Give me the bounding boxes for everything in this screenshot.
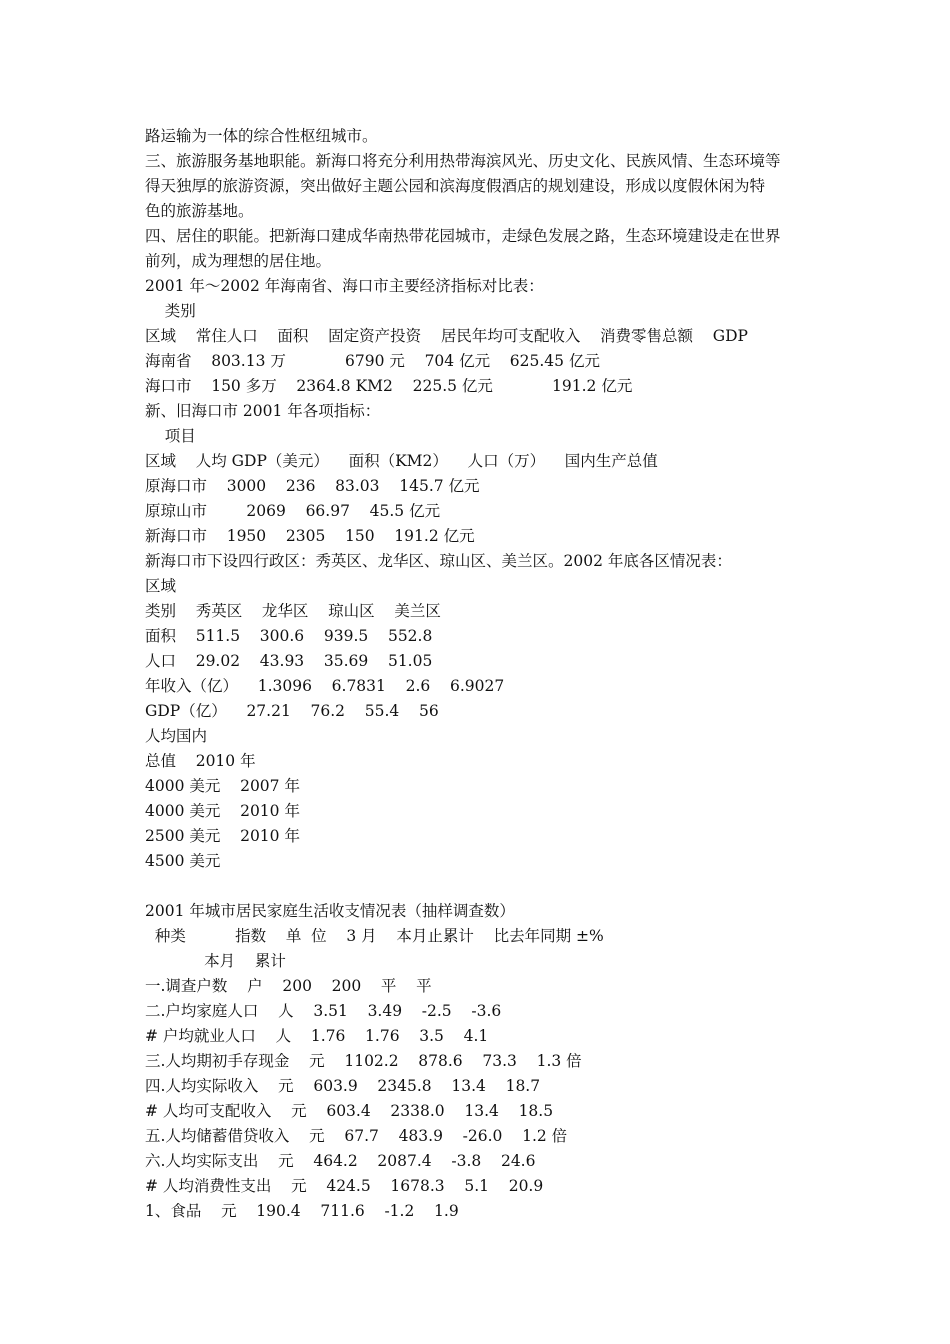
table-line: 原海口市 3000 236 83.03 145.7 亿元 [145, 477, 480, 495]
text-line: 前列，成为理想的居住地。 [145, 252, 332, 270]
table-line: 人均国内 [145, 727, 208, 745]
table-line: 4000 美元 2007 年 [145, 777, 300, 795]
document-body [145, 124, 825, 1224]
table-line: 类别 秀英区 龙华区 琼山区 美兰区 [145, 602, 441, 620]
table-caption: 2001 年～2002 年海南省、海口市主要经济指标对比表： [145, 277, 544, 295]
table-line: 原琼山市 2069 66.97 45.5 亿元 [145, 502, 441, 520]
table-line: 四.人均实际收入 元 603.9 2345.8 13.4 18.7 [145, 1077, 541, 1095]
table-line: 种类 指数 单 位 3 月 本月止累计 比去年同期 ±% [145, 927, 604, 945]
table-caption: 新海口市下设四行政区：秀英区、龙华区、琼山区、美兰区。2002 年底各区情况表： [145, 552, 732, 570]
table-line: 二.户均家庭人口 人 3.51 3.49 -2.5 -3.6 [145, 1002, 502, 1020]
text-line: 四、居住的职能。把新海口建成华南热带花园城市，走绿色发展之路，生态环境建设走在世界 [145, 227, 781, 245]
table-line: 区域 [145, 577, 177, 595]
table-line: 六.人均实际支出 元 464.2 2087.4 -3.8 24.6 [145, 1152, 536, 1170]
table-line: 面积 511.5 300.6 939.5 552.8 [145, 627, 433, 645]
table-line: 区域 人均 GDP（美元） 面积（KM2） 人口（万） 国内生产总值 [145, 452, 658, 470]
table-line: GDP（亿） 27.21 76.2 55.4 56 [145, 702, 439, 720]
table-line: 2500 美元 2010 年 [145, 827, 300, 845]
text-line: 得天独厚的旅游资源，突出做好主题公园和滨海度假酒店的规划建设，形成以度假休闲为特 [145, 177, 766, 195]
table-line: 4000 美元 2010 年 [145, 802, 300, 820]
table-line: 总值 2010 年 [145, 752, 256, 770]
table-line: 五.人均储蓄借贷收入 元 67.7 483.9 -26.0 1.2 倍 [145, 1127, 568, 1145]
table-line: 1、食品 元 190.4 711.6 -1.2 1.9 [145, 1202, 459, 1220]
text-line: 三、旅游服务基地职能。新海口将充分利用热带海滨风光、历史文化、民族风情、生态环境等 [145, 152, 781, 170]
table-caption: 2001 年城市居民家庭生活收支情况表（抽样调查数） [145, 902, 515, 920]
table-line: 4500 美元 [145, 852, 221, 870]
table-line: # 人均消费性支出 元 424.5 1678.3 5.1 20.9 [145, 1177, 544, 1195]
text-line: 路运输为一体的综合性枢纽城市。 [145, 127, 378, 145]
table-line: 海南省 803.13 万 6790 元 704 亿元 625.45 亿元 [145, 352, 600, 370]
text-line: 色的旅游基地。 [145, 202, 254, 220]
table-line: # 人均可支配收入 元 603.4 2338.0 13.4 18.5 [145, 1102, 554, 1120]
table-line: # 户均就业人口 人 1.76 1.76 3.5 4.1 [145, 1027, 489, 1045]
table-line: 新海口市 1950 2305 150 191.2 亿元 [145, 527, 475, 545]
blank-line [145, 874, 825, 899]
table-line: 本月 累计 [145, 952, 286, 970]
table-line: 类别 [145, 302, 196, 320]
table-line: 项目 [145, 427, 196, 445]
table-line: 三.人均期初手存现金 元 1102.2 878.6 73.3 1.3 倍 [145, 1052, 582, 1070]
table-line: 人口 29.02 43.93 35.69 51.05 [145, 652, 433, 670]
table-line: 区域 常住人口 面积 固定资产投资 居民年均可支配收入 消费零售总额 GDP [145, 327, 748, 345]
table-line: 年收入（亿） 1.3096 6.7831 2.6 6.9027 [145, 677, 505, 695]
table-caption: 新、旧海口市 2001 年各项指标： [145, 402, 381, 420]
table-line: 海口市 150 多万 2364.8 KM2 225.5 亿元 191.2 亿元 [145, 377, 633, 395]
table-line: 一.调查户数 户 200 200 平 平 [145, 977, 432, 995]
